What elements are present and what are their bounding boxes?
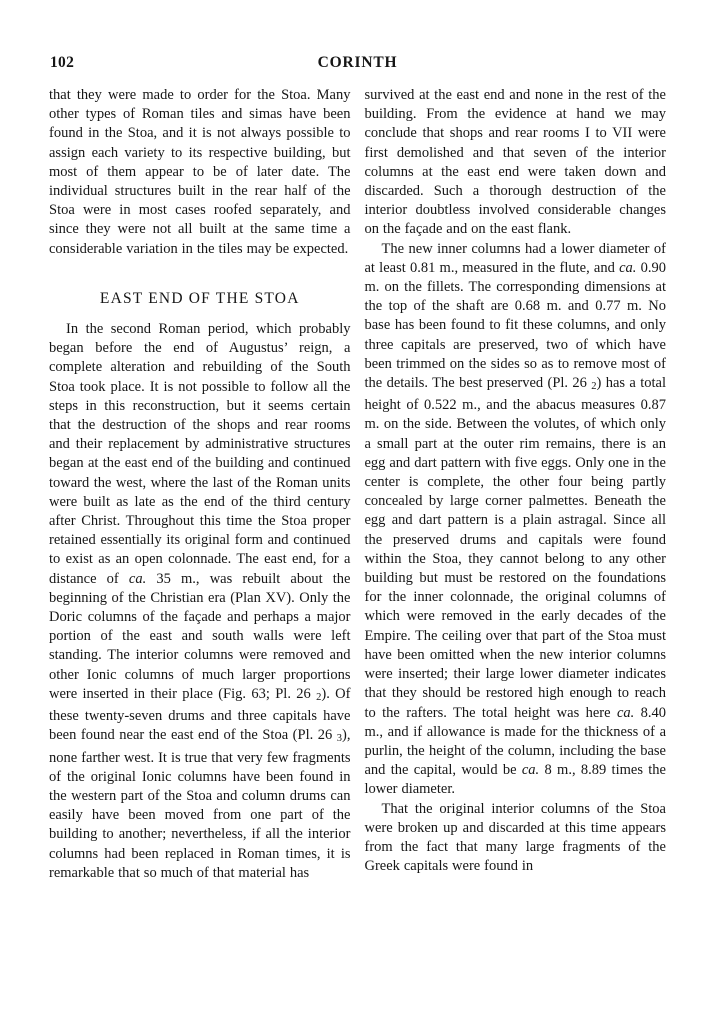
text-run: ) has a total height of 0.522 m., and the abacus measures 0.87 m. on the side. Between the volutes, of which only a small part at the outer rim remains, there is an egg and dart pattern with five eggs. Only one in the center is complete, the other four being partly concealed by large corner palmettes. Beneath the egg and dart pattern is a plain astragal. Since all the preserved drums and capitals were found within the Stoa, they cannot belong to any other building but must be restored on the foundations for the inner colonnade, the original columns of which were removed in the early decades of the Empire. The ceiling over that part of the Stoa must have been omitted when the new interior columns were inserted; their large lower diameter indicates that they should be restored high enough to reach to the rafters. The total height was here (364, 375, 666, 721)
paragraph (365, 800, 667, 877)
text-run: The new inner columns had a lower diameter of at least 0.81 m., measured in the flute, and (364, 240, 666, 276)
paragraph-continuation (365, 86, 667, 240)
text-run: survived at the east end and none in the rest of the building. From the evidence at hand we may conclude that shops and rear rooms I to VII were first demolished and that seven of the interior columns at the east end were taken down and discarded. Such a thorough destruction of the interior doubtless involved considerable changes on the façade and on the east flank. (364, 87, 666, 238)
text-run: 8.40 m., and if allowance is made for the thickness of a purlin, the height of the column, including the base and the capital, would be (364, 704, 666, 779)
plate-subscript: 2 (316, 691, 322, 703)
plate-subscript: 3 (336, 733, 343, 745)
text-run: In the second Roman period, which probably began before the end of Augustus’ reign, a complete alteration and rebuilding of the South Stoa took place. It is not possible to follow all the steps in this reconstruction, but it seems certain that the destruction of the shops and rear rooms and their replacement by administrative structures began at the east end of the building and continued toward the west, where the last of the Roman units were built as late as the end of the third century after Christ. Throughout this time the Stoa proper retained essentially its original form and continued to exist as an open colonnade. The east end, for a distance of (49, 321, 351, 587)
left-column (49, 86, 351, 883)
section-heading: EAST END OF THE STOA (99, 289, 300, 307)
paragraph (49, 320, 351, 883)
text-run: ), none farther west. It is true that very few fragments of the original Ionic columns have been found in the western part of the Stoa and column drums can easily have been moved from one part of the building to another; nevertheless, if all the interior columns had been replaced in Roman times, it is remarkable that so much of that material has (49, 727, 351, 881)
italic-run: ca. (616, 704, 635, 721)
right-column (365, 86, 667, 883)
italic-run: ca. (521, 762, 540, 779)
italic-run: ca. (128, 570, 147, 587)
text-run: that they were made to order for the Stoa. Many other types of Roman tiles and simas have been found in the Stoa, and it is not always possible to assign each variety to its respective building, but most of them appear to be of later date. The individual structures built in the rear half of the Stoa were in most cases roofed separately, and since they were not all built at the same time a considerable variation in the tiles may be expected. (49, 87, 351, 257)
running-header (49, 54, 666, 74)
paragraph (365, 240, 667, 800)
text-run: 35 m., was rebuilt about the beginning of the Christian era (Plan XV). Only the Doric columns of the façade and perhaps a major portion of the east and south walls were left standing. The interior columns were removed and other Ionic columns of much larger proportions were inserted in their place (Fig. 63; Pl. 26 (49, 570, 351, 702)
paragraph-continuation (49, 86, 351, 259)
plate-subscript: 2 (591, 381, 597, 393)
italic-run: ca. (619, 259, 637, 276)
text-run: ). Of these twenty-seven drums and three capitals have been found near the east end of the Stoa (Pl. 26 (49, 685, 351, 744)
text-run: 8 m., 8.89 times the lower diameter. (364, 762, 666, 798)
text-run: 0.90 m. on the fillets. The corresponding dimensions at the top of the shaft are 0.68 m. and 0.77 m. No base has been found to fit these columns, and only three capitals are preserved, two of which have been trimmed on the sides so as to remove most of the details. The best preserved (Pl. 26 (364, 259, 666, 392)
two-column-text-block (49, 86, 666, 883)
page-number: 102 (50, 54, 75, 71)
text-run: That the original interior columns of the Stoa were broken up and discarded at this time appears from the fact that many large fragments of the Greek capitals were found in (364, 800, 666, 875)
running-title: CORINTH (317, 54, 398, 71)
